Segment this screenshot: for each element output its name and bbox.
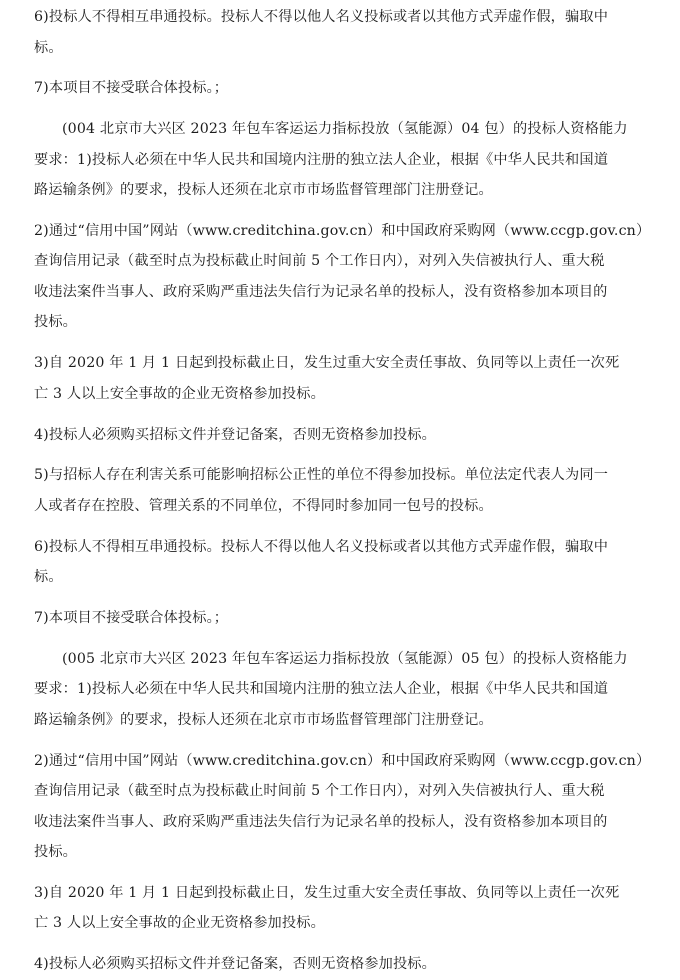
text-line: 7)本项目不接受联合体投标。； <box>34 80 229 97</box>
text-line: 投标。 <box>34 314 78 331</box>
text-line: 收违法案件当事人、政府采购严重违法失信行为记录名单的投标人，没有资格参加本项目的 <box>34 283 608 300</box>
paragraph-b7 <box>34 460 642 521</box>
paragraph-b8 <box>34 532 642 593</box>
text-line: 亡 3 人以上安全事故的企业无资格参加投标。 <box>34 915 325 932</box>
text-line: 3)自 2020 年 1 月 1 日起到投标截止日，发生过重大安全责任事故、负同等以上责任一次死 <box>34 884 620 901</box>
text-line: 要求：1)投标人必须在中华人民共和国境内注册的独立法人企业，根据《中华人民共和国道 <box>34 681 609 698</box>
paragraph-b2 <box>34 73 642 104</box>
text-line: 收违法案件当事人、政府采购严重违法失信行为记录名单的投标人，没有资格参加本项目的 <box>34 813 608 830</box>
text-line: (004 北京市大兴区 2023 年包车客运运力指标投放（氢能源）04 包）的投标人资格能力 <box>62 121 628 138</box>
text-line: 5)与招标人存在利害关系可能影响招标公正性的单位不得参加投标。单位法定代表人为同一 <box>34 467 609 484</box>
paragraph-b4 <box>34 216 651 338</box>
text-line: 亡 3 人以上安全事故的企业无资格参加投标。 <box>34 385 325 402</box>
text-line: 路运输条例》的要求，投标人还须在北京市市场监督管理部门注册登记。 <box>34 711 493 728</box>
text-line: 查询信用记录（截至时点为投标截止时间前 5 个工作日内），对列入失信被执行人、重大税 <box>34 253 605 270</box>
text-line: 投标。 <box>34 844 78 860</box>
text-line: 4)投标人必须购买招标文件并登记备案，否则无资格参加投标。 <box>34 426 436 443</box>
text-line: 标。 <box>34 569 63 586</box>
text-line: 7)本项目不接受联合体投标。； <box>34 609 229 626</box>
paragraph-b13 <box>34 949 642 980</box>
text-line: 要求：1)投标人必须在中华人民共和国境内注册的独立法人企业，根据《中华人民共和国道 <box>34 151 609 168</box>
paragraph-b5 <box>34 348 642 409</box>
paragraph-b3 <box>34 114 642 206</box>
text-line: 人或者存在控股、管理关系的不同单位，不得同时参加同一包号的投标。 <box>34 497 493 514</box>
paragraph-b6 <box>34 420 642 451</box>
text-line: 6)投标人不得相互串通投标。投标人不得以他人名义投标或者以其他方式弄虚作假，骗取中 <box>34 538 609 555</box>
paragraph-b11 <box>34 746 651 868</box>
text-line: 4)投标人必须购买招标文件并登记备案，否则无资格参加投标。 <box>34 956 436 973</box>
text-line: 2)通过“信用中国”网站（www.creditchina.gov.cn）和中国政府采购网（www.ccgp.gov.cn） <box>34 222 651 239</box>
text-line: 标。 <box>34 39 63 56</box>
text-line: 3)自 2020 年 1 月 1 日起到投标截止日，发生过重大安全责任事故、负同等以上责任一次死 <box>34 355 620 372</box>
paragraph-b1 <box>34 2 642 63</box>
paragraph-b12 <box>34 878 642 939</box>
text-line: (005 北京市大兴区 2023 年包车客运运力指标投放（氢能源）05 包）的投标人资格能力 <box>62 650 628 667</box>
paragraph-b9 <box>34 603 642 634</box>
paragraph-b10 <box>34 644 642 736</box>
text-line: 查询信用记录（截至时点为投标截止时间前 5 个工作日内），对列入失信被执行人、重大税 <box>34 783 605 799</box>
text-line: 2)通过“信用中国”网站（www.creditchina.gov.cn）和中国政府采购网（www.ccgp.gov.cn） <box>34 752 651 769</box>
text-line: 6)投标人不得相互串通投标。投标人不得以他人名义投标或者以其他方式弄虚作假，骗取中 <box>34 9 609 25</box>
text-line: 路运输条例》的要求，投标人还须在北京市市场监督管理部门注册登记。 <box>34 182 493 199</box>
